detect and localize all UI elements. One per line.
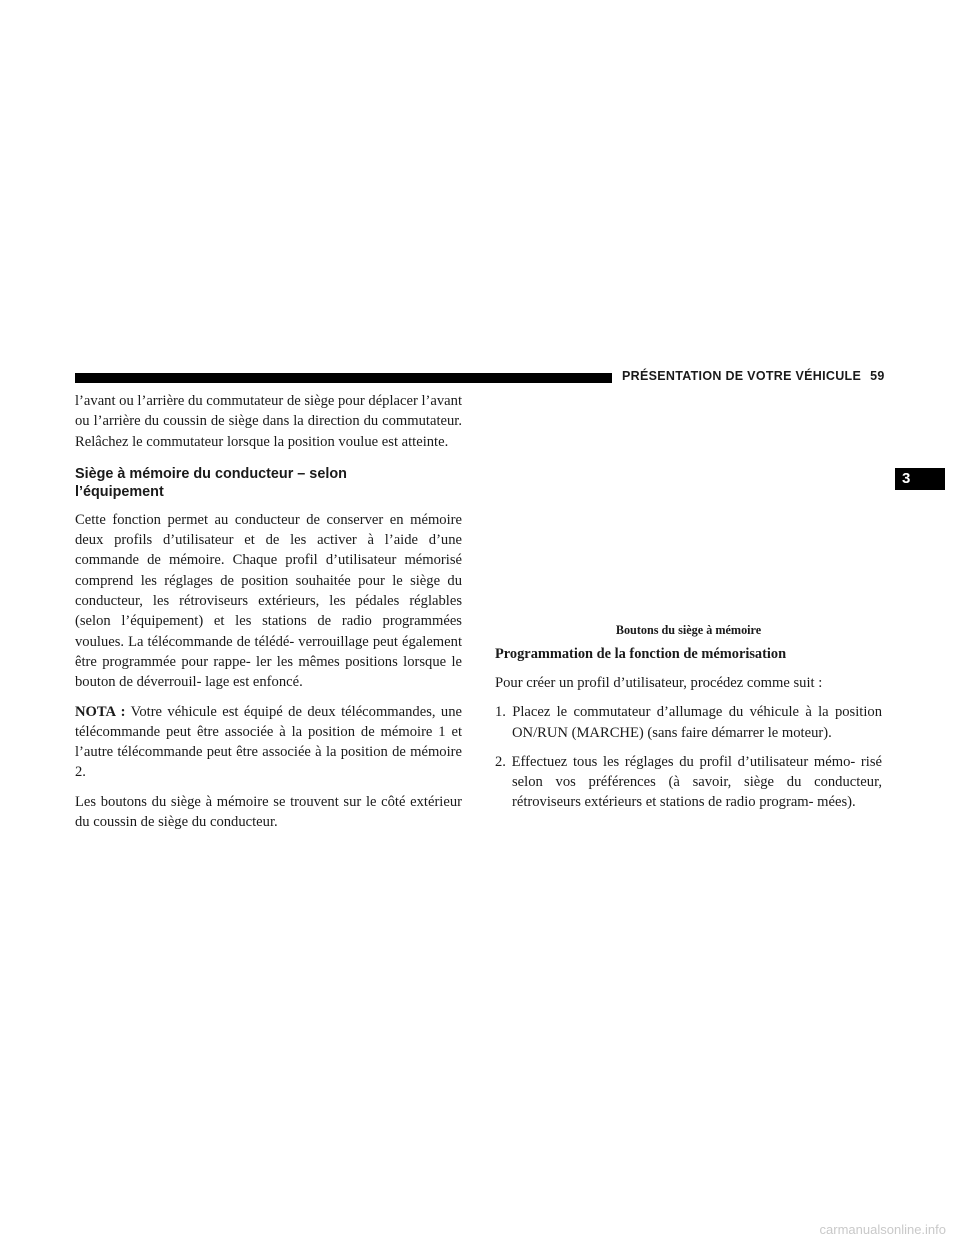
note-text: Votre véhicule est équipé de deux télécommandes, une télécommande peut être associée à la position de mémoire 1 et l’autre télécommande peut être associée à la position de mémoire 2. [75, 703, 462, 781]
header-rule [75, 373, 612, 383]
figure-caption: Boutons du siège à mémoire [615, 623, 762, 637]
section-heading [75, 465, 462, 501]
running-header [622, 369, 885, 383]
right-column [495, 622, 882, 822]
watermark-text[interactable]: carmanualsonline.info [819, 1222, 946, 1237]
note-label: NOTA : [75, 703, 126, 720]
steps-list [495, 702, 882, 812]
description-paragraph: Cette fonction permet au conducteur de conserver en mémoire deux profils d’utilisateur et de les activer à l’aide d’une commande de mémoire. Chaque profil d’utilisateur mémorisé comprend les réglages de position souhaitée pour le siège du conducteur, les rétroviseurs extérieurs, les pédales réglables (selon l’équipement) et les stations de radio programmées voulues. La télécommande de télédé- verrouillage peut également être programmée pour rappe- ler les mêmes positions lorsque le bouton de déverrouil- lage est enfoncé. [75, 511, 462, 691]
chapter-tab: 3 [895, 468, 945, 490]
page-number: 59 [870, 369, 885, 383]
header-title: PRÉSENTATION DE VOTRE VÉHICULE [622, 369, 862, 383]
note-paragraph [75, 702, 462, 783]
section-heading-line1: Siège à mémoire du conducteur – selon [75, 465, 347, 482]
subsection-heading: Programmation de la fonction de mémorisation [495, 646, 787, 662]
steps-intro: Pour créer un profil d’utilisateur, procédez comme suit : [495, 675, 823, 691]
location-paragraph: Les boutons du siège à mémoire se trouvent sur le côté extérieur du coussin de siège du conducteur. [75, 793, 462, 831]
step-item: 2. Effectuez tous les réglages du profil d’utilisateur mémo- risé selon vos préférences (à savoir, siège du conducteur, rétroviseurs extérieurs et stations de radio program- mées). [495, 753, 882, 811]
section-heading-line2: l’équipement [75, 483, 164, 500]
step-item: 1. Placez le commutateur d’allumage du véhicule à la position ON/RUN (MARCHE) (sans faire démarrer le moteur). [495, 704, 882, 741]
left-column [75, 391, 462, 841]
intro-paragraph: l’avant ou l’arrière du commutateur de siège pour déplacer l’avant ou l’arrière du coussin de siège dans la direction du commutateur. Relâchez le commutateur lorsque la position voulue est atteinte. [75, 393, 462, 450]
